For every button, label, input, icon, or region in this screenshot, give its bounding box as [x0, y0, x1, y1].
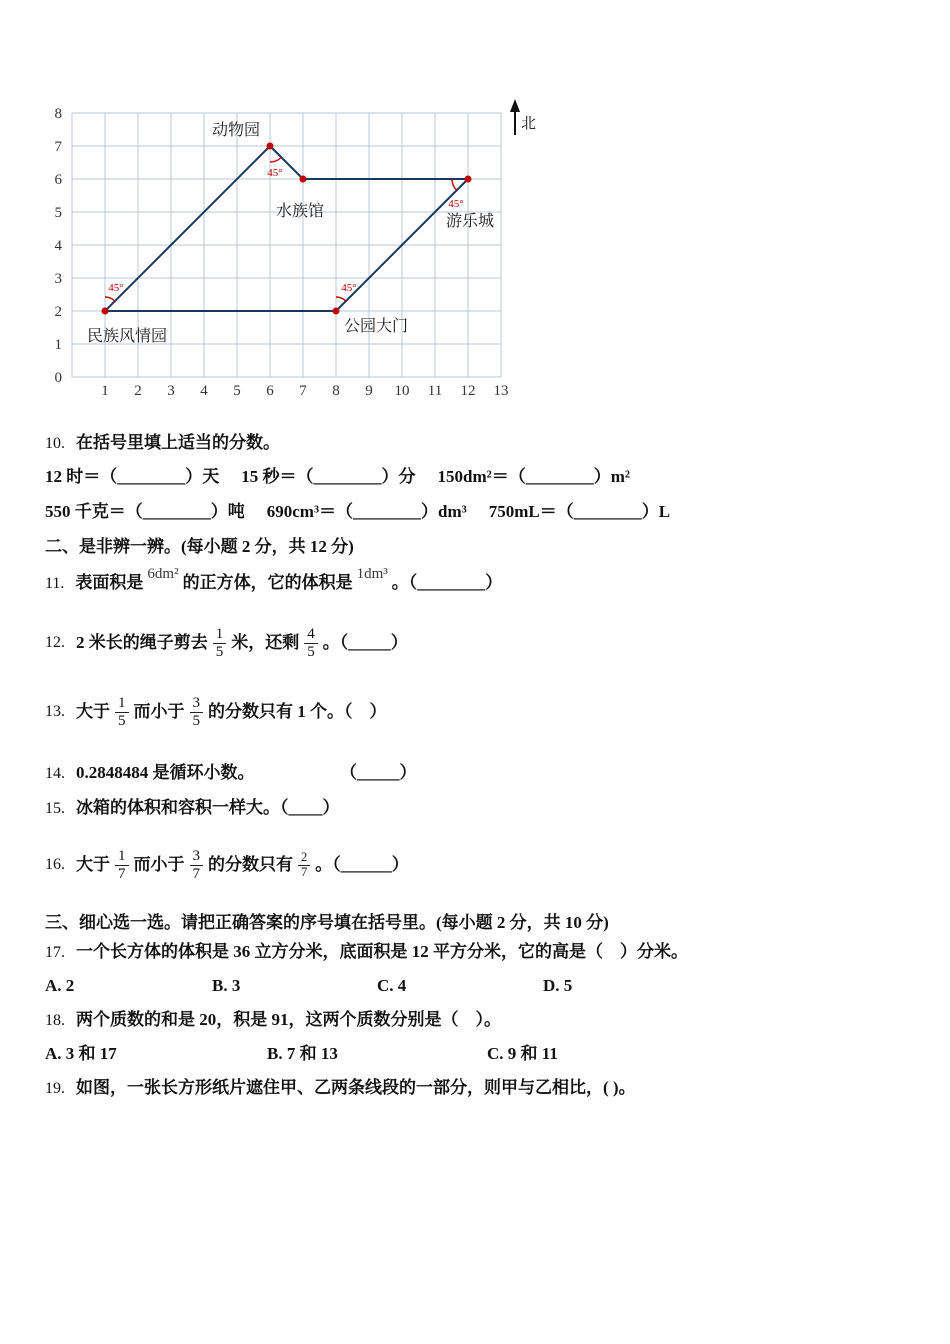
fraction [115, 848, 129, 882]
svg-text:7: 7 [54, 139, 62, 155]
surface-area-value: 6dm² [147, 566, 179, 582]
fraction-denominator: 5 [192, 712, 200, 729]
svg-text:民族风情园: 民族风情园 [86, 328, 168, 345]
question-number: 12. [45, 634, 65, 651]
svg-text:5: 5 [54, 205, 62, 221]
svg-text:游乐城: 游乐城 [445, 213, 495, 230]
fraction-denominator: 5 [118, 712, 126, 729]
option-c: C. 9 和 11 [487, 1044, 558, 1063]
fraction-numerator: 3 [190, 695, 204, 713]
fraction-denominator: 5 [215, 643, 224, 660]
question-text: 大于 [76, 702, 110, 722]
svg-text:4: 4 [54, 238, 62, 254]
svg-text:45°: 45° [448, 198, 464, 210]
fraction-numerator: 2 [298, 851, 310, 866]
question-19 [45, 1077, 636, 1099]
volume-value: 1dm³ [356, 566, 388, 582]
blank-item: 750mL＝（________）L [488, 502, 671, 521]
blank-item: 12 时＝（________）天 [45, 467, 220, 486]
section-2-heading: 二、是非辨一辨。(每小题 2 分，共 12 分) [45, 537, 354, 556]
question-17 [45, 941, 688, 963]
svg-text:11: 11 [427, 383, 443, 399]
svg-text:3: 3 [54, 271, 62, 287]
svg-text:6: 6 [54, 172, 62, 188]
question-text: 冰箱的体积和容积一样大。（____） [76, 798, 340, 817]
question-15 [45, 797, 340, 819]
question-18-options [45, 1043, 905, 1067]
svg-text:2: 2 [134, 383, 142, 399]
question-text: 2 米长的绳子剪去 [76, 633, 208, 653]
svg-text:9: 9 [365, 383, 373, 399]
svg-text:13: 13 [493, 383, 509, 399]
svg-text:7: 7 [299, 383, 307, 399]
question-text: 在括号里填上适当的分数。 [76, 433, 280, 452]
svg-text:动物园: 动物园 [211, 122, 261, 139]
option-d: D. 5 [543, 976, 573, 995]
question-text: 0.2848484 是循环小数。 [76, 763, 255, 782]
svg-text:45°: 45° [341, 282, 357, 294]
question-number: 16. [45, 856, 65, 873]
fraction [190, 848, 204, 882]
fraction-numerator: 4 [304, 626, 318, 644]
fraction-numerator: 1 [213, 626, 227, 644]
fraction [304, 626, 318, 660]
svg-text:8: 8 [54, 106, 62, 122]
question-number: 19. [45, 1080, 65, 1097]
question-10-blanks-line-2 [45, 501, 670, 522]
question-text: 而小于 [133, 855, 185, 875]
option-a: A. 2 [45, 976, 75, 995]
svg-text:0: 0 [54, 370, 62, 386]
option-a: A. 3 和 17 [45, 1044, 117, 1063]
question-10 [45, 432, 280, 454]
question-number: 15. [45, 800, 65, 817]
svg-text:1: 1 [54, 337, 62, 353]
answer-blank: （_____） [340, 763, 417, 782]
svg-text:2: 2 [54, 304, 62, 320]
fraction-numerator: 1 [115, 695, 129, 713]
question-number: 18. [45, 1012, 65, 1029]
question-text: 一个长方体的体积是 36 立方分米，底面积是 12 平方分米，它的高是（ ）分米。 [76, 942, 688, 961]
question-11 [45, 566, 503, 594]
fraction [298, 851, 310, 880]
question-14 [45, 762, 417, 784]
svg-text:12: 12 [460, 383, 476, 399]
fraction-denominator: 5 [307, 643, 315, 660]
question-12 [45, 620, 408, 666]
question-number: 13. [45, 703, 65, 720]
question-number: 10. [45, 435, 65, 452]
blank-item: 15 秒＝（________）分 [241, 467, 416, 486]
svg-text:4: 4 [200, 383, 208, 399]
question-16 [45, 842, 409, 888]
blank-item: 550 千克＝（________）吨 [45, 502, 245, 521]
svg-text:水族馆: 水族馆 [275, 203, 325, 220]
fraction-denominator: 7 [301, 864, 308, 879]
fraction-denominator: 7 [192, 865, 200, 882]
question-text: 两个质数的和是 20，积是 91，这两个质数分别是（ ）。 [76, 1010, 501, 1029]
question-text: 大于 [76, 855, 110, 875]
question-17-options [45, 975, 905, 999]
fraction [213, 626, 227, 660]
option-c: C. 4 [377, 976, 407, 995]
section-3-heading: 三、细心选一选。请把正确答案的序号填在括号里。(每小题 2 分，共 10 分) [45, 913, 609, 932]
question-number: 11. [45, 575, 65, 592]
question-text: 而小于 [133, 702, 185, 722]
question-text: 米，还剩 [231, 633, 300, 653]
question-text: 如图，一张长方形纸片遮住甲、乙两条线段的一部分，则甲与乙相比，( )。 [76, 1078, 636, 1097]
svg-text:1: 1 [101, 383, 109, 399]
svg-text:北: 北 [521, 116, 537, 132]
question-10-blanks-line-1 [45, 466, 630, 487]
svg-text:8: 8 [332, 383, 340, 399]
svg-text:公园大门: 公园大门 [343, 318, 409, 335]
svg-text:45°: 45° [267, 167, 283, 179]
park-map-svg [40, 95, 550, 410]
svg-text:10: 10 [394, 383, 410, 399]
answer-blank: 。（______） [315, 855, 409, 875]
fraction-denominator: 7 [118, 865, 126, 882]
fraction-numerator: 1 [115, 848, 129, 866]
answer-blank: 。（________） [391, 573, 503, 592]
svg-text:3: 3 [167, 383, 175, 399]
question-number: 14. [45, 765, 65, 782]
question-18 [45, 1009, 501, 1031]
svg-text:45°: 45° [108, 282, 124, 294]
question-13 [45, 689, 387, 735]
option-b: B. 7 和 13 [267, 1044, 338, 1063]
question-text: 表面积是 [75, 573, 144, 592]
park-map-chart [40, 95, 550, 410]
question-text: 的正方体，它的体积是 [182, 573, 353, 592]
fraction [190, 695, 204, 729]
option-b: B. 3 [212, 976, 241, 995]
fraction [115, 695, 129, 729]
blank-item: 150dm²＝（________）m² [437, 467, 630, 486]
answer-blank: 的分数只有 1 个。（ ） [208, 702, 387, 722]
fraction-numerator: 3 [190, 848, 204, 866]
question-number: 17. [45, 944, 65, 961]
question-text: 的分数只有 [208, 855, 293, 875]
svg-text:5: 5 [233, 383, 241, 399]
blank-item: 690cm³＝（________）dm³ [266, 502, 467, 521]
answer-blank: 。（_____） [322, 633, 408, 653]
svg-text:6: 6 [266, 383, 274, 399]
